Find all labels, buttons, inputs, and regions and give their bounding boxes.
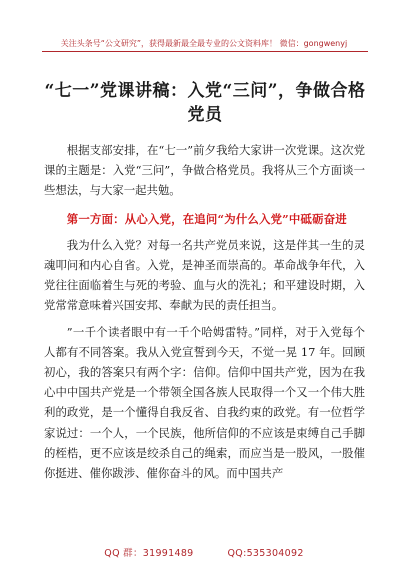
page-footer bbox=[0, 545, 408, 559]
document-body bbox=[44, 140, 365, 489]
body-paragraph: ”一千个读者眼中有一千个哈姆雷特。”同样，对于入党每个人都有不同答案。我从入党宣誓到今天，不觉一晃 17 年。回顾初心，我的答案只有两个字：信仰。信仰中国共产党，因为在我心中中国共产党是一个带领全国各族人民取得一个又一个伟大胜利的政党，是一个懂得自我反省、自我约束的政党。有一位哲学家说过：一个人，一个民族，他所信仰的不应该是束缚自己手脚的桎梏，更不应该是绞杀自己的绳索，而应当是一股风，一股催你挺进、催你跋涉、催你奋斗的风。而中国共产 bbox=[44, 324, 365, 481]
title-line-1: “七一”党课讲稿：入党“三问”，争做合格 bbox=[44, 81, 366, 101]
section-heading-1: 第一方面：从心入党，在追问“为什么入党”中砥砺奋进 bbox=[66, 211, 347, 226]
document-title bbox=[44, 79, 366, 127]
page-header-promo: 关注头条号“公文研究”，获得最新最全最专业的公文资料库！ 微信：gongwenyj bbox=[60, 39, 348, 48]
intro-paragraph: 根据支部安排，在“七一”前夕我给大家讲一次党课。这次党课的主题是：入党“三问”，争做合格党员。我将从三个方面谈一些想法，与大家一起共勉。 bbox=[44, 143, 365, 198]
title-line-2: 党员 bbox=[187, 105, 223, 125]
body-paragraph: 我为什么入党？对每一名共产党员来说，这是伴其一生的灵魂叩问和内心自省。入党，是神圣而崇高的。革命战争年代，入党往往面临着生与死的考验、血与火的洗礼；和平建设时期，入党常常意味着兴国安邦、奉献为民的责任担当。 bbox=[44, 237, 365, 313]
footer-qq: QQ:535304092 bbox=[227, 548, 304, 559]
header-divider bbox=[42, 51, 368, 52]
footer-qq-group: QQ 群：31991489 bbox=[104, 548, 194, 559]
